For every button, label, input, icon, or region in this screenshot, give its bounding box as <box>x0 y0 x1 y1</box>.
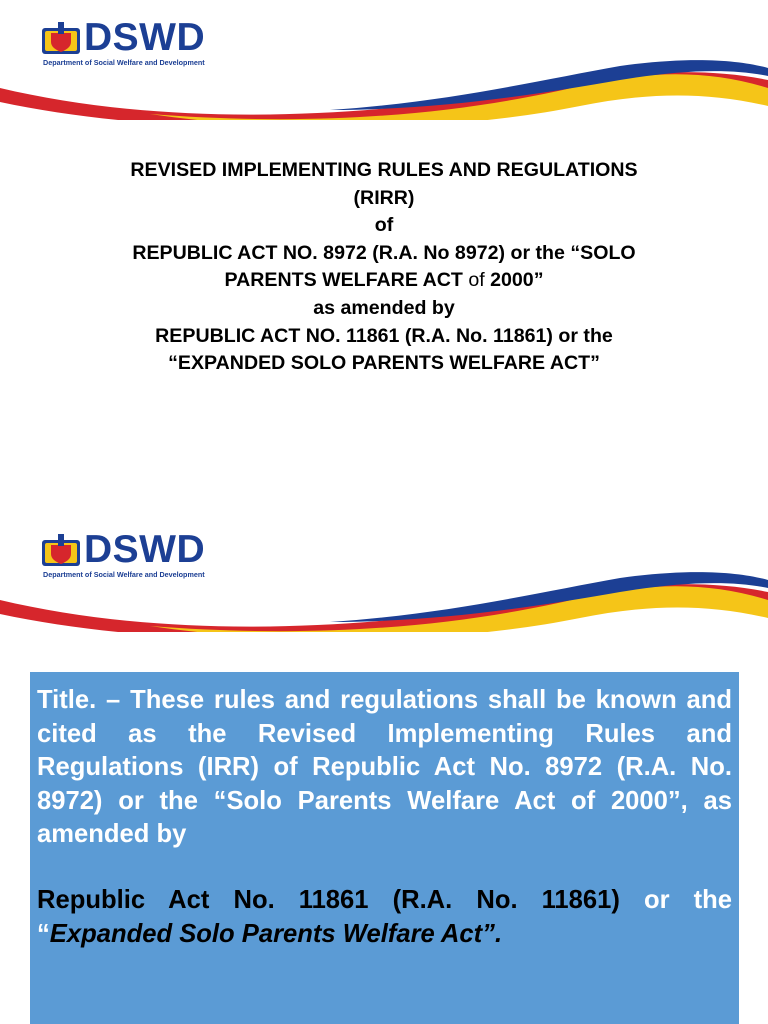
title-line-2: (RIRR) <box>353 186 415 209</box>
title-line-8: “EXPANDED SOLO PARENTS WELFARE ACT” <box>168 352 600 375</box>
dswd-logo <box>42 16 212 68</box>
paragraph-2-quote: “ <box>37 919 50 948</box>
logo-wordmark: DSWD <box>84 528 206 571</box>
paragraph-2 <box>37 884 732 951</box>
logo-wordmark: DSWD <box>84 16 206 59</box>
title-line-5a: PARENTS WELFARE ACT <box>224 269 463 292</box>
logo-subtitle: Department of Social Welfare and Development <box>43 58 205 67</box>
title-section-text <box>37 684 732 951</box>
dswd-emblem-icon <box>42 22 80 56</box>
paragraph-2-act: Republic Act No. 11861 (R.A. No. 11861) <box>37 885 620 914</box>
title-line-6: as amended by <box>313 296 455 319</box>
title-line-5c: 2000” <box>490 269 544 292</box>
dswd-emblem-icon <box>42 534 80 568</box>
slide-2 <box>0 512 768 1024</box>
paragraph-2-connector: or the <box>619 885 732 914</box>
title-line-4: REPUBLIC ACT NO. 8972 (R.A. No 8972) or the “SOLO <box>132 241 636 264</box>
paragraph-2-act-name: Expanded Solo Parents Welfare Act”. <box>49 919 503 948</box>
title-line-1: REVISED IMPLEMENTING RULES AND REGULATIONS <box>130 159 638 181</box>
title-line-7: REPUBLIC ACT NO. 11861 (R.A. No. 11861) or the <box>155 324 613 347</box>
paragraph-1: Title. – These rules and regulations shall be known and cited as the Revised Implementing Rules and Regulations (IRR) of Republic Act No. 8972 (R.A. No. 8972) or the “Solo Parents Welfare Act of 2000”, as amended by <box>37 686 732 849</box>
dswd-logo <box>42 528 212 580</box>
title-line-5b: of <box>462 269 491 292</box>
title-section-box <box>30 672 739 1024</box>
document-title <box>40 157 728 378</box>
logo-subtitle: Department of Social Welfare and Development <box>43 570 205 579</box>
title-line-5 <box>40 267 728 295</box>
title-line-3: of <box>374 214 394 237</box>
